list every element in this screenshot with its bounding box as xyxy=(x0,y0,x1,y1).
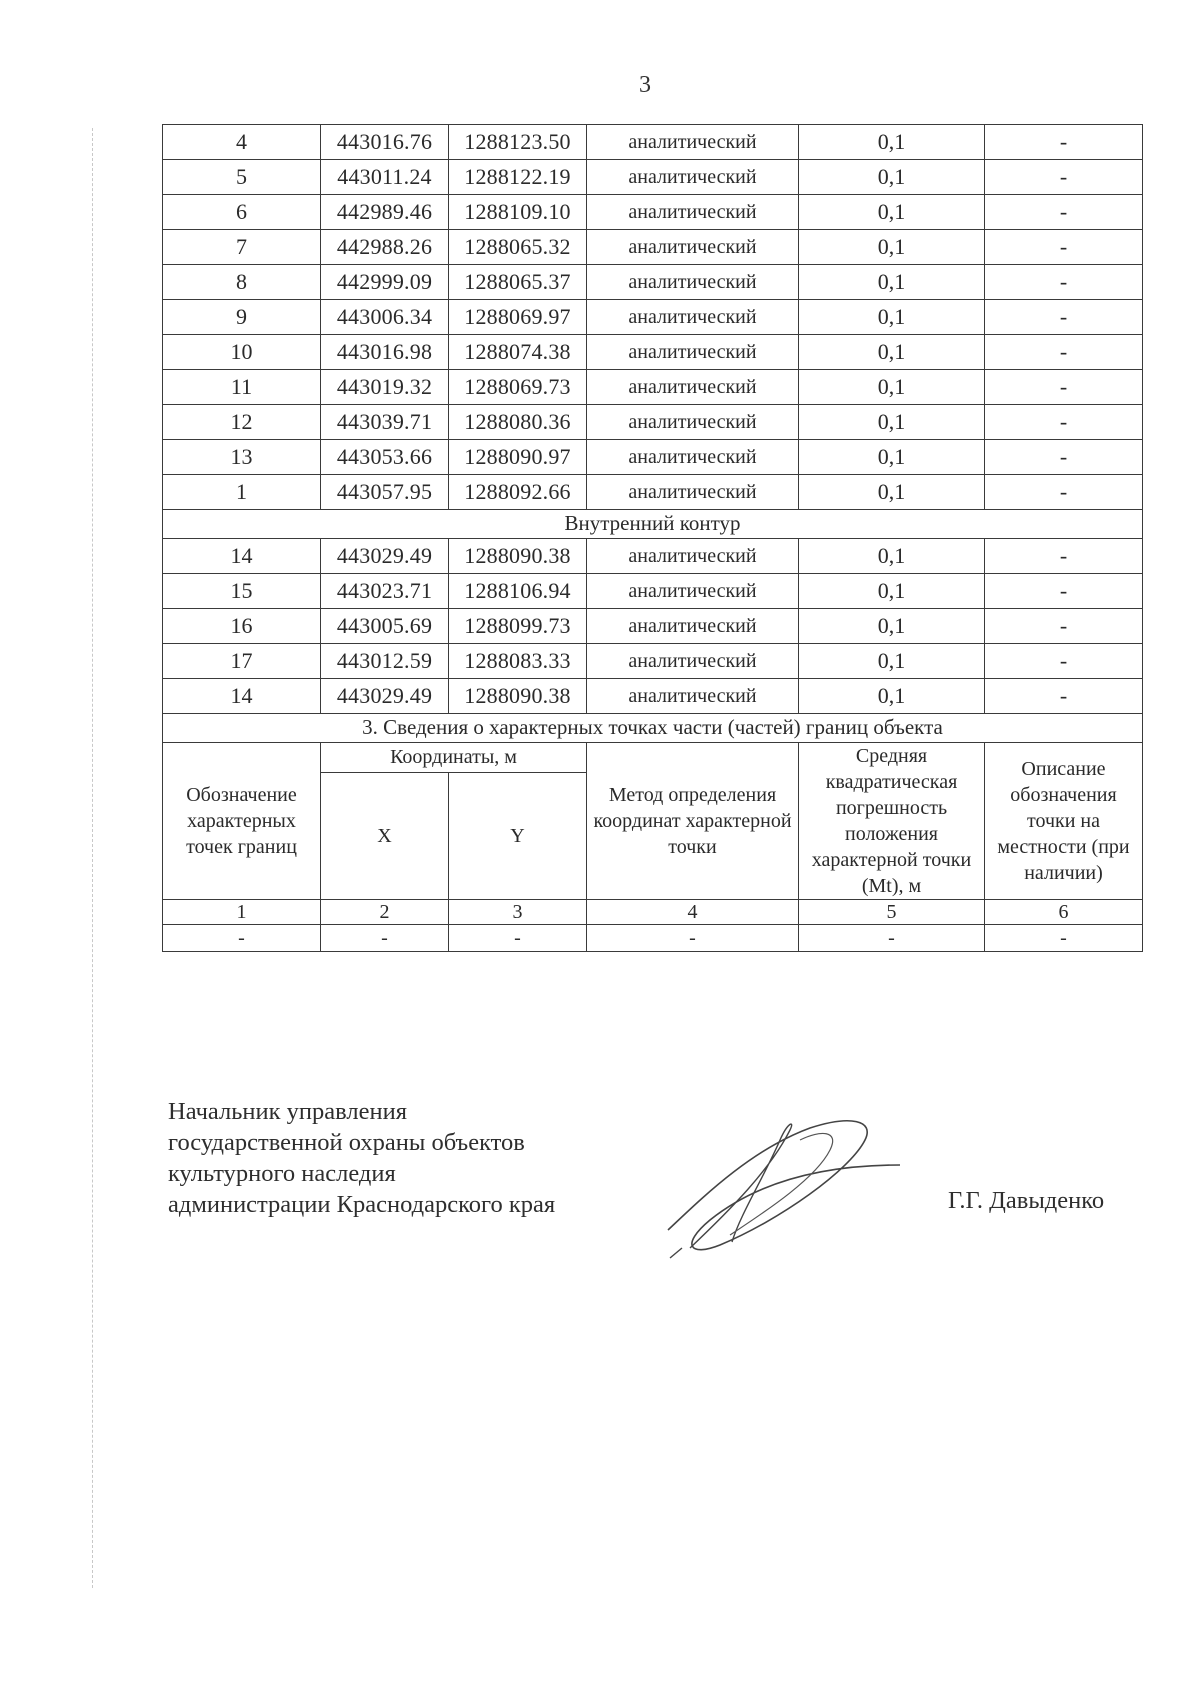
signer-position-line: культурного наследия xyxy=(168,1160,396,1187)
method-cell: аналитический xyxy=(587,230,799,265)
y-coordinate-cell: 1288080.36 xyxy=(449,405,587,440)
description-cell: - xyxy=(985,160,1143,195)
column-index-cell: 6 xyxy=(985,900,1143,925)
page-number: 3 xyxy=(639,72,651,98)
x-coordinate-cell: 442999.09 xyxy=(321,265,449,300)
y-coordinate-cell: 1288069.73 xyxy=(449,370,587,405)
x-coordinate-cell: 443005.69 xyxy=(321,609,449,644)
x-coordinate-cell: 443011.24 xyxy=(321,160,449,195)
method-cell: аналитический xyxy=(587,574,799,609)
coordinates-header: Координаты, м xyxy=(321,743,587,773)
description-cell: - xyxy=(985,609,1143,644)
empty-cell: - xyxy=(163,925,321,952)
point-number-cell: 6 xyxy=(163,195,321,230)
point-number-cell: 11 xyxy=(163,370,321,405)
method-cell: аналитический xyxy=(587,370,799,405)
point-number-cell: 1 xyxy=(163,475,321,510)
column-index-cell: 3 xyxy=(449,900,587,925)
table-row xyxy=(163,539,1143,574)
point-number-cell: 4 xyxy=(163,125,321,160)
method-cell: аналитический xyxy=(587,335,799,370)
table-row xyxy=(163,609,1143,644)
signer-position-line: государственной охраны объектов xyxy=(168,1129,525,1156)
table-row xyxy=(163,195,1143,230)
x-coordinate-cell: 443029.49 xyxy=(321,679,449,714)
point-number-cell: 7 xyxy=(163,230,321,265)
point-number-cell: 16 xyxy=(163,609,321,644)
y-coordinate-cell: 1288074.38 xyxy=(449,335,587,370)
description-cell: - xyxy=(985,405,1143,440)
y-header: Y xyxy=(449,772,587,899)
method-cell: аналитический xyxy=(587,539,799,574)
method-cell: аналитический xyxy=(587,195,799,230)
method-cell: аналитический xyxy=(587,609,799,644)
x-coordinate-cell: 443016.98 xyxy=(321,335,449,370)
accuracy-cell: 0,1 xyxy=(799,370,985,405)
table-row xyxy=(163,440,1143,475)
table-row xyxy=(163,475,1143,510)
y-coordinate-cell: 1288065.32 xyxy=(449,230,587,265)
table-row xyxy=(163,405,1143,440)
method-cell: аналитический xyxy=(587,300,799,335)
accuracy-cell: 0,1 xyxy=(799,679,985,714)
description-cell: - xyxy=(985,574,1143,609)
point-number-cell: 12 xyxy=(163,405,321,440)
signer-name: Г.Г. Давыденко xyxy=(948,1187,1105,1214)
empty-cell: - xyxy=(321,925,449,952)
table-row xyxy=(163,370,1143,405)
table-row xyxy=(163,574,1143,609)
inner-contour-title-row xyxy=(163,510,1143,539)
y-coordinate-cell: 1288083.33 xyxy=(449,644,587,679)
x-coordinate-cell: 443012.59 xyxy=(321,644,449,679)
signer-position-line: администрации Краснодарского края xyxy=(168,1191,556,1218)
description-cell: - xyxy=(985,195,1143,230)
point-number-cell: 10 xyxy=(163,335,321,370)
accuracy-cell: 0,1 xyxy=(799,440,985,475)
method-cell: аналитический xyxy=(587,265,799,300)
section3-header-row xyxy=(163,743,1143,773)
coordinates-table-body xyxy=(163,125,1143,952)
x-coordinate-cell: 443023.71 xyxy=(321,574,449,609)
accuracy-cell: 0,1 xyxy=(799,230,985,265)
description-cell: - xyxy=(985,265,1143,300)
signer-position-line: Начальник управления xyxy=(168,1098,407,1125)
empty-cell: - xyxy=(985,925,1143,952)
empty-cell: - xyxy=(799,925,985,952)
accuracy-cell: 0,1 xyxy=(799,195,985,230)
x-coordinate-cell: 443053.66 xyxy=(321,440,449,475)
signer-position xyxy=(168,1096,555,1220)
accuracy-cell: 0,1 xyxy=(799,609,985,644)
handwritten-signature xyxy=(660,1110,910,1260)
y-coordinate-cell: 1288109.10 xyxy=(449,195,587,230)
empty-cell: - xyxy=(587,925,799,952)
column-index-cell: 1 xyxy=(163,900,321,925)
point-number-cell: 14 xyxy=(163,679,321,714)
x-coordinate-cell: 443039.71 xyxy=(321,405,449,440)
point-number-cell: 9 xyxy=(163,300,321,335)
description-cell: - xyxy=(985,125,1143,160)
method-cell: аналитический xyxy=(587,644,799,679)
accuracy-cell: 0,1 xyxy=(799,475,985,510)
inner-contour-title: Внутренний контур xyxy=(163,510,1143,539)
method-cell: аналитический xyxy=(587,475,799,510)
accuracy-cell: 0,1 xyxy=(799,265,985,300)
x-coordinate-cell: 443029.49 xyxy=(321,539,449,574)
accuracy-header: Средняя квадратическая погрешность положения характерной точки (Mt), м xyxy=(799,743,985,900)
method-cell: аналитический xyxy=(587,679,799,714)
point-label-header: Обозначение характерных точек границ xyxy=(163,743,321,900)
table-row xyxy=(163,160,1143,195)
x-header: X xyxy=(321,772,449,899)
x-coordinate-cell: 442988.26 xyxy=(321,230,449,265)
description-cell: - xyxy=(985,475,1143,510)
column-index-cell: 2 xyxy=(321,900,449,925)
table-row xyxy=(163,679,1143,714)
description-header: Описание обозначения точки на местности (при наличии) xyxy=(985,743,1143,900)
method-cell: аналитический xyxy=(587,125,799,160)
accuracy-cell: 0,1 xyxy=(799,160,985,195)
point-number-cell: 14 xyxy=(163,539,321,574)
table-row xyxy=(163,265,1143,300)
description-cell: - xyxy=(985,539,1143,574)
y-coordinate-cell: 1288069.97 xyxy=(449,300,587,335)
y-coordinate-cell: 1288090.38 xyxy=(449,679,587,714)
accuracy-cell: 0,1 xyxy=(799,300,985,335)
method-header: Метод определения координат характерной точки xyxy=(587,743,799,900)
method-cell: аналитический xyxy=(587,160,799,195)
description-cell: - xyxy=(985,300,1143,335)
point-number-cell: 13 xyxy=(163,440,321,475)
y-coordinate-cell: 1288090.97 xyxy=(449,440,587,475)
x-coordinate-cell: 443057.95 xyxy=(321,475,449,510)
y-coordinate-cell: 1288092.66 xyxy=(449,475,587,510)
y-coordinate-cell: 1288122.19 xyxy=(449,160,587,195)
y-coordinate-cell: 1288099.73 xyxy=(449,609,587,644)
column-index-row xyxy=(163,900,1143,925)
accuracy-cell: 0,1 xyxy=(799,405,985,440)
table-row xyxy=(163,300,1143,335)
x-coordinate-cell: 443006.34 xyxy=(321,300,449,335)
empty-cell: - xyxy=(449,925,587,952)
description-cell: - xyxy=(985,335,1143,370)
column-index-cell: 4 xyxy=(587,900,799,925)
coordinates-table xyxy=(162,124,1143,952)
table-row xyxy=(163,125,1143,160)
description-cell: - xyxy=(985,644,1143,679)
accuracy-cell: 0,1 xyxy=(799,125,985,160)
table-row xyxy=(163,230,1143,265)
accuracy-cell: 0,1 xyxy=(799,574,985,609)
description-cell: - xyxy=(985,679,1143,714)
x-coordinate-cell: 443016.76 xyxy=(321,125,449,160)
x-coordinate-cell: 443019.32 xyxy=(321,370,449,405)
y-coordinate-cell: 1288065.37 xyxy=(449,265,587,300)
point-number-cell: 15 xyxy=(163,574,321,609)
accuracy-cell: 0,1 xyxy=(799,644,985,679)
y-coordinate-cell: 1288106.94 xyxy=(449,574,587,609)
y-coordinate-cell: 1288123.50 xyxy=(449,125,587,160)
point-number-cell: 8 xyxy=(163,265,321,300)
section3-title: 3. Сведения о характерных точках части (частей) границ объекта xyxy=(163,714,1143,743)
column-index-cell: 5 xyxy=(799,900,985,925)
method-cell: аналитический xyxy=(587,405,799,440)
method-cell: аналитический xyxy=(587,440,799,475)
table-row xyxy=(163,925,1143,952)
table-row xyxy=(163,335,1143,370)
point-number-cell: 5 xyxy=(163,160,321,195)
point-number-cell: 17 xyxy=(163,644,321,679)
x-coordinate-cell: 442989.46 xyxy=(321,195,449,230)
scan-edge-line xyxy=(92,128,93,1588)
description-cell: - xyxy=(985,370,1143,405)
description-cell: - xyxy=(985,230,1143,265)
accuracy-cell: 0,1 xyxy=(799,539,985,574)
y-coordinate-cell: 1288090.38 xyxy=(449,539,587,574)
accuracy-cell: 0,1 xyxy=(799,335,985,370)
description-cell: - xyxy=(985,440,1143,475)
table-row xyxy=(163,644,1143,679)
section3-title-row xyxy=(163,714,1143,743)
